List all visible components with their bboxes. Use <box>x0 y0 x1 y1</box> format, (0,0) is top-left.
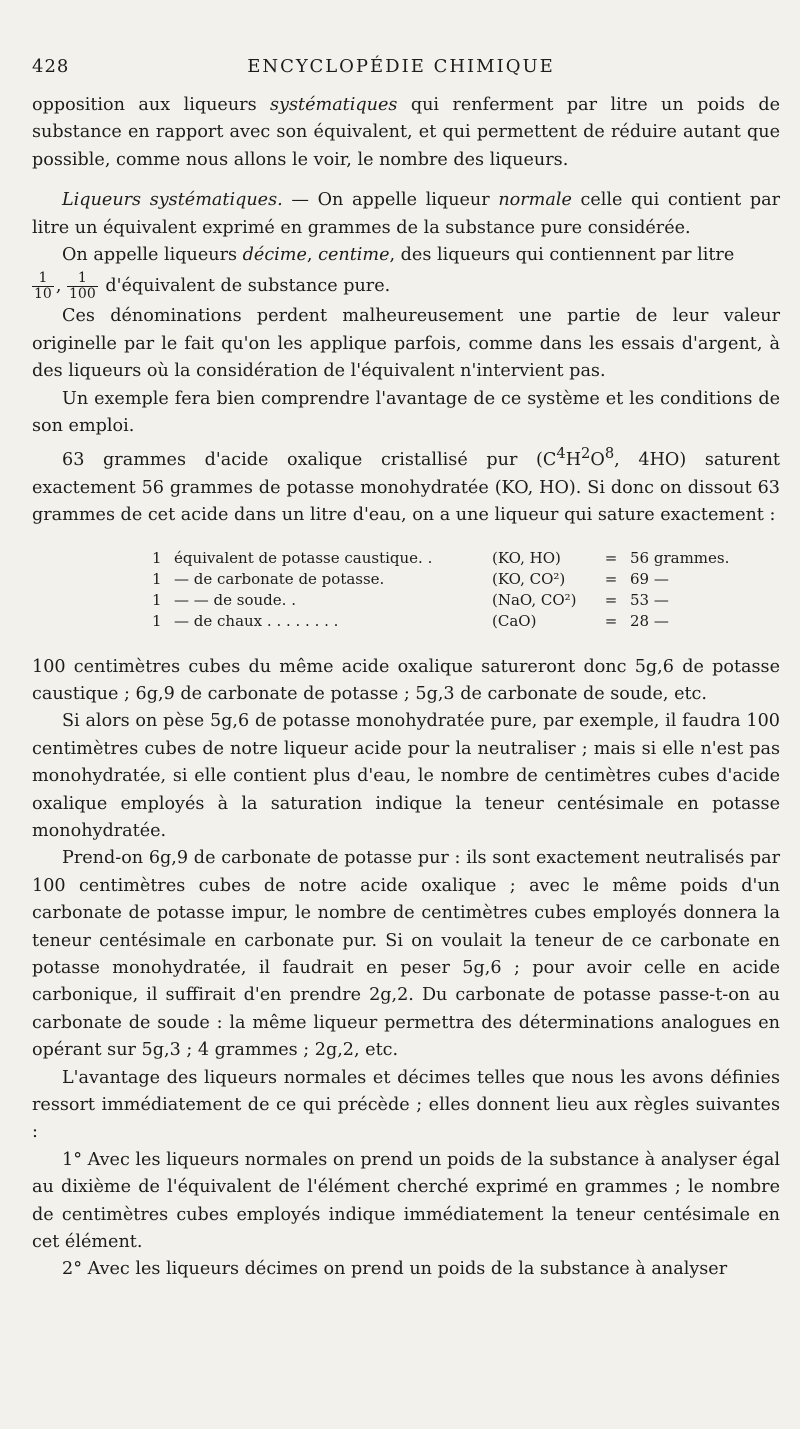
table-row: 1 — de chaux . . . . . . . . (CaO) = 28 — <box>152 611 669 630</box>
table-row: 1 équivalent de potasse caustique. . (KO, HO) = 56 grammes. <box>152 548 730 567</box>
running-title: ENCYCLOPÉDIE CHIMIQUE <box>247 56 555 77</box>
equivalents-table <box>148 548 744 632</box>
paragraph: Un exemple fera bien comprendre l'avantage de ce système et les conditions de son emploi. <box>32 388 780 437</box>
table-row: 1 — — de soude. . (NaO, CO²) = 53 — <box>152 590 669 609</box>
fraction-tenth: $\frac{1}{10}$ <box>34 269 52 302</box>
page-header <box>32 56 770 80</box>
table-row: 1 — de carbonate de potasse. (KO, CO²) = 69 — <box>152 569 669 588</box>
page-number: 428 <box>32 56 70 77</box>
fraction-hundredth: $\frac{1}{100}$ <box>69 269 96 302</box>
page-body <box>32 92 780 1284</box>
paragraph: 100 centimètres cubes du même acide oxalique satureront donc 5g,6 de potasse caustique ; 6g,9 de carbonate de potasse ; 5g,3 de carbonate de soude, etc. <box>32 656 780 704</box>
paragraph-formula: 63 grammes d'acide oxalique cristallisé pur ($C^4H^2O^8$, 4HO) saturent exactement 56 grammes de potasse monohydratée (KO, HO). Si donc on dissout 63 grammes de cet acide dans un litre d'eau, on a une liqueur qui sature exactement : <box>32 445 780 526</box>
paragraph: opposition aux liqueurs systématiques qui renferment par litre un poids de substance en rapport avec son équivalent, et qui permettent de réduire autant que possible, comme nous allons le voir, le nombre des liqueurs. <box>32 95 780 170</box>
fraction-line: $\frac{1}{10}$ , $\frac{1}{100}$ d'équivalent de substance pure. <box>34 269 391 302</box>
rule-item: 2° Avec les liqueurs décimes on prend un poids de la substance à analyser <box>62 1259 728 1280</box>
paragraph: L'avantage des liqueurs normales et décimes telles que nous les avons définies ressort immédiatement de ce qui précède ; elles donnent lieu aux règles suivantes : <box>32 1067 780 1143</box>
paragraph-decime: On appelle liqueurs décime, centime, des liqueurs qui contiennent par litre <box>62 245 735 266</box>
rule-item: 1° Avec les liqueurs normales on prend un poids de la substance à analyser égal au dixième de l'équivalent de l'élément cherché exprimé en grammes ; le nombre de centimètres cubes employés indique immédiatement la teneur centésimale en cet élément. <box>32 1149 780 1253</box>
paragraph: Si alors on pèse 5g,6 de potasse monohydratée pure, par exemple, il faudra 100 centimètres cubes de notre liqueur acide pour la neutraliser ; mais si elle n'est pas monohydratée, si elle contient plus d'eau, le nombre de centimètres cubes d'acide oxalique employés à la saturation indique la teneur centésimale en potasse monohydratée. <box>32 711 780 841</box>
paragraph: Ces dénominations perdent malheureusement une partie de leur valeur originelle par le fait qu'on les applique parfois, comme dans les essais d'argent, à des liqueurs où la considération de l'équivalent n'intervient pas. <box>32 306 780 382</box>
paragraph-definition: Liqueurs systématiques. — On appelle liqueur normale celle qui contient par litre un équivalent exprimé en grammes de la substance pure considérée. <box>32 190 780 238</box>
paragraph: Prend-on 6g,9 de carbonate de potasse pur : ils sont exactement neutralisés par 100 centimètres cubes de notre acide oxalique ; avec le même poids d'un carbonate de potasse impur, le nombre de centimètres cubes employés donnera la teneur centésimale en carbonate pur. Si on voulait la teneur de ce carbonate en potasse monohydratée, il faudrait en peser 5g,6 ; pour avoir celle en acide carbonique, il suffirait d'en prendre 2g,2. Du carbonate de potasse passe-t-on au carbonate de soude : la même liqueur permettra des déterminations analogues en opérant sur 5g,3 ; 4 grammes ; 2g,2, etc. <box>32 848 780 1061</box>
